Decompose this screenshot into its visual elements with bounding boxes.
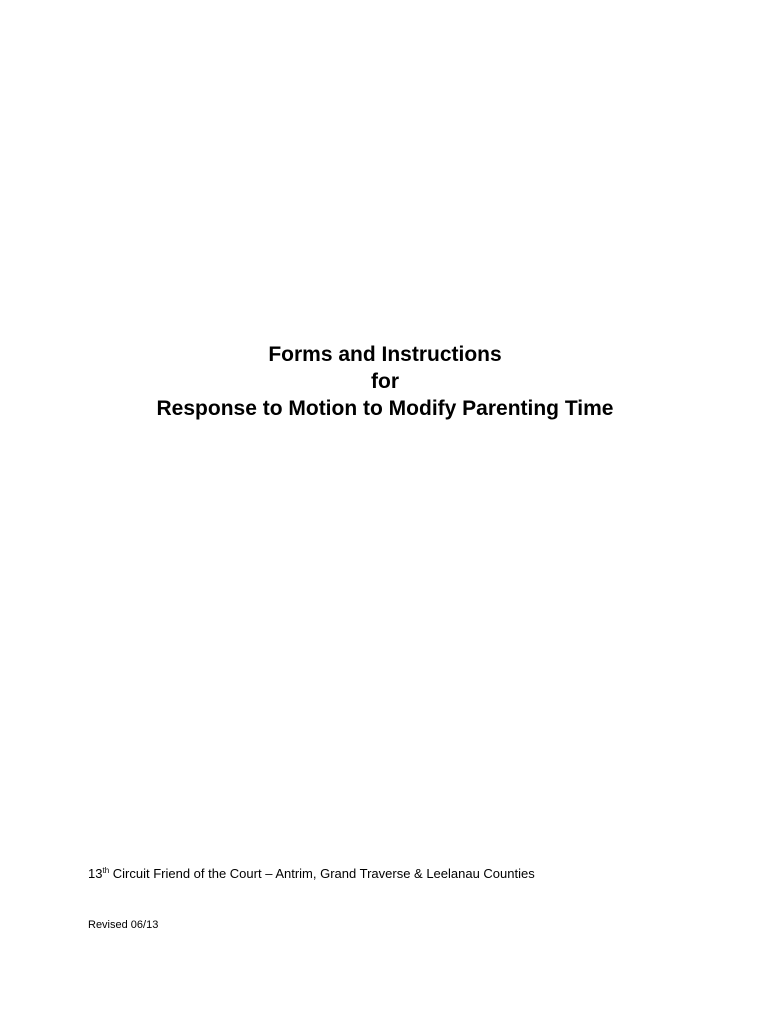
court-ordinal-suffix: th (102, 866, 110, 875)
court-footer-line (88, 866, 535, 882)
title-line-3: Response to Motion to Modify Parenting Time (156, 397, 614, 420)
document-title (0, 341, 770, 422)
title-line-1: Forms and Instructions (268, 343, 502, 366)
court-name-text: Circuit Friend of the Court – Antrim, Grand Traverse & Leelanau Counties (109, 866, 535, 881)
court-number: 13 (88, 866, 103, 881)
title-line-2: for (371, 370, 399, 393)
revision-date: Revised 06/13 (88, 919, 159, 931)
